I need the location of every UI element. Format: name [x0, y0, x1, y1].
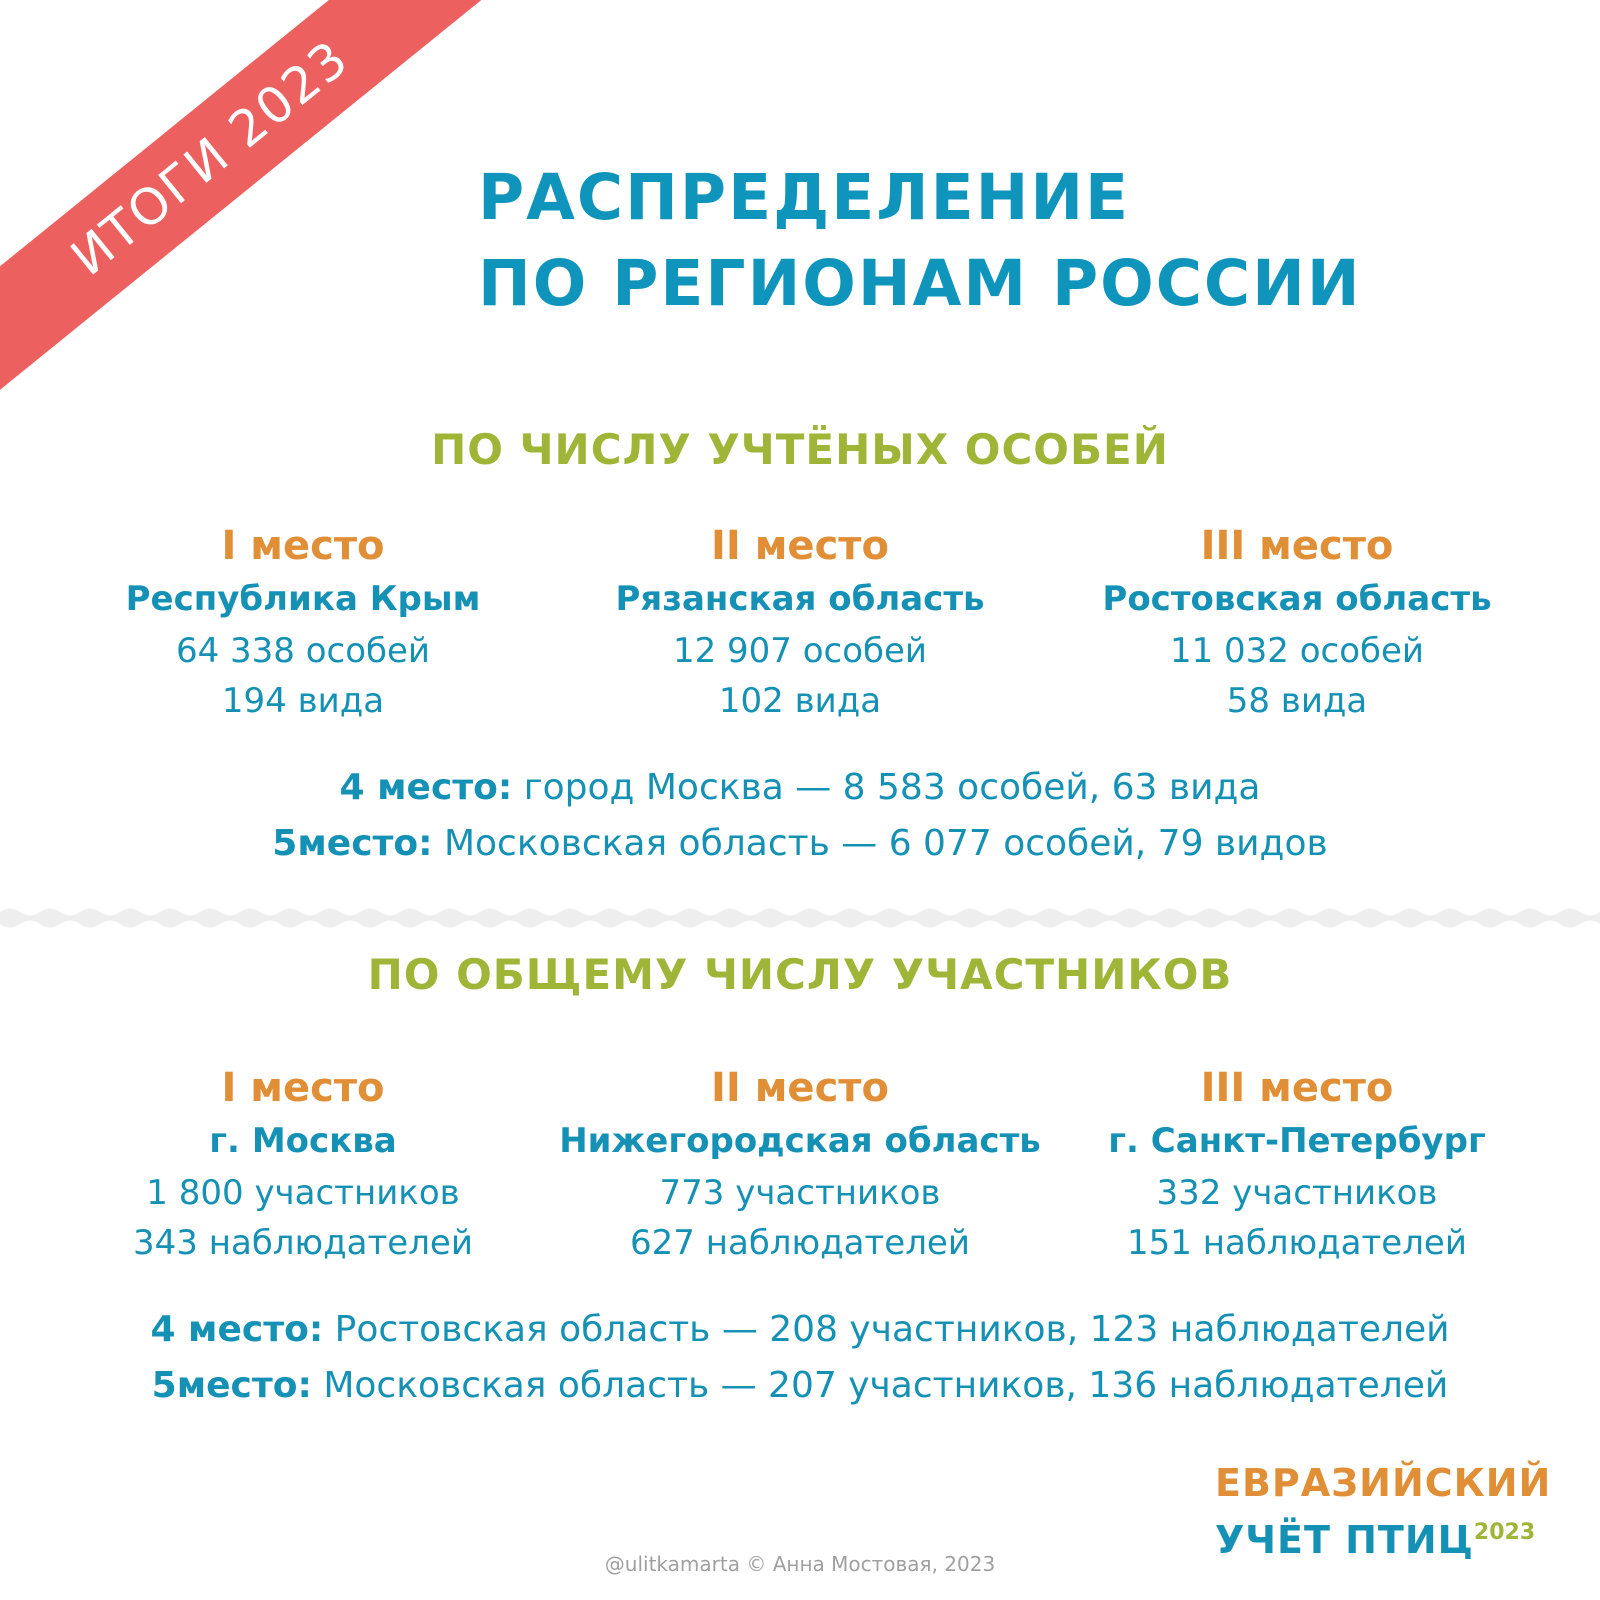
place-4-text: Ростовская область — 208 участников, 123 наблюдателей: [323, 1309, 1450, 1350]
individuals-place-1: [53, 520, 553, 726]
place-4-label: 4 место:: [150, 1309, 324, 1350]
place-4-text: город Москва — 8 583 особей, 63 вида: [512, 767, 1261, 808]
place-stat-species: 58 вида: [1226, 681, 1368, 721]
logo-line-2-text: УЧЁТ ПТИЦ: [1215, 1518, 1474, 1562]
individuals-place-2: [550, 520, 1050, 726]
participants-place-5: [0, 1358, 1600, 1414]
section-heading-individuals: ПО ЧИСЛУ УЧТЁНЫХ ОСОБЕЙ: [431, 425, 1169, 474]
eurasian-bird-count-logo: [1215, 1458, 1552, 1565]
participants-place-1: [53, 1062, 553, 1268]
place-stat-observers: 151 наблюдателей: [1127, 1223, 1467, 1263]
place-5-text: Московская область — 207 участников, 136 наблюдателей: [311, 1365, 1449, 1406]
wave-divider: [0, 898, 1600, 934]
place-region: Ростовская область: [1102, 579, 1492, 619]
participants-place-2: [550, 1062, 1050, 1268]
place-rank: I место: [221, 523, 385, 569]
place-stat-observers: 627 наблюдателей: [630, 1223, 970, 1263]
place-5-label: 5место:: [272, 823, 433, 864]
place-stat-individuals: 64 338 особей: [175, 631, 431, 671]
results-ribbon: [0, 0, 539, 438]
place-stat-individuals: 11 032 особей: [1169, 631, 1425, 671]
place-stat-participants: 332 участников: [1156, 1173, 1438, 1213]
place-stat-observers: 343 наблюдателей: [133, 1223, 473, 1263]
place-region: г. Санкт-Петербург: [1108, 1121, 1486, 1161]
place-stat-participants: 773 участников: [659, 1173, 941, 1213]
place-stat-participants: 1 800 участников: [146, 1173, 460, 1213]
place-5-text: Московская область — 6 077 особей, 79 видов: [432, 823, 1328, 864]
individuals-podium: [0, 520, 1600, 740]
place-rank: III место: [1200, 1065, 1394, 1111]
place-region: Нижегородская область: [559, 1121, 1041, 1161]
place-region: Республика Крым: [125, 579, 481, 619]
individuals-other-places: [0, 760, 1600, 872]
page-title: [478, 155, 1362, 327]
ribbon-text: ИТОГИ 2023: [60, 28, 360, 288]
place-rank: II место: [711, 1065, 889, 1111]
title-line-1: РАСПРЕДЕЛЕНИЕ: [478, 161, 1131, 234]
place-region: Рязанская область: [615, 579, 985, 619]
place-rank: III место: [1200, 523, 1394, 569]
individuals-place-3: [1047, 520, 1547, 726]
individuals-place-5: [0, 816, 1600, 872]
participants-podium: [0, 1062, 1600, 1282]
place-rank: I место: [221, 1065, 385, 1111]
individuals-place-4: [0, 760, 1600, 816]
place-5-label: 5место:: [151, 1365, 312, 1406]
logo-line-1: ЕВРАЗИЙСКИЙ: [1215, 1461, 1552, 1505]
title-line-2: ПО РЕГИОНАМ РОССИИ: [478, 247, 1362, 320]
place-stat-species: 102 вида: [718, 681, 882, 721]
place-4-label: 4 место:: [339, 767, 513, 808]
section-heading-participants: ПО ОБЩЕМУ ЧИСЛУ УЧАСТНИКОВ: [367, 950, 1233, 999]
place-rank: II место: [711, 523, 889, 569]
participants-other-places: [0, 1302, 1600, 1414]
copyright: @ulitkamarta © Анна Мостовая, 2023: [604, 1552, 996, 1576]
participants-place-4: [0, 1302, 1600, 1358]
place-stat-individuals: 12 907 особей: [672, 631, 928, 671]
place-stat-species: 194 вида: [221, 681, 385, 721]
place-region: г. Москва: [209, 1121, 397, 1161]
logo-year: 2023: [1473, 1520, 1536, 1545]
participants-place-3: [1047, 1062, 1547, 1268]
